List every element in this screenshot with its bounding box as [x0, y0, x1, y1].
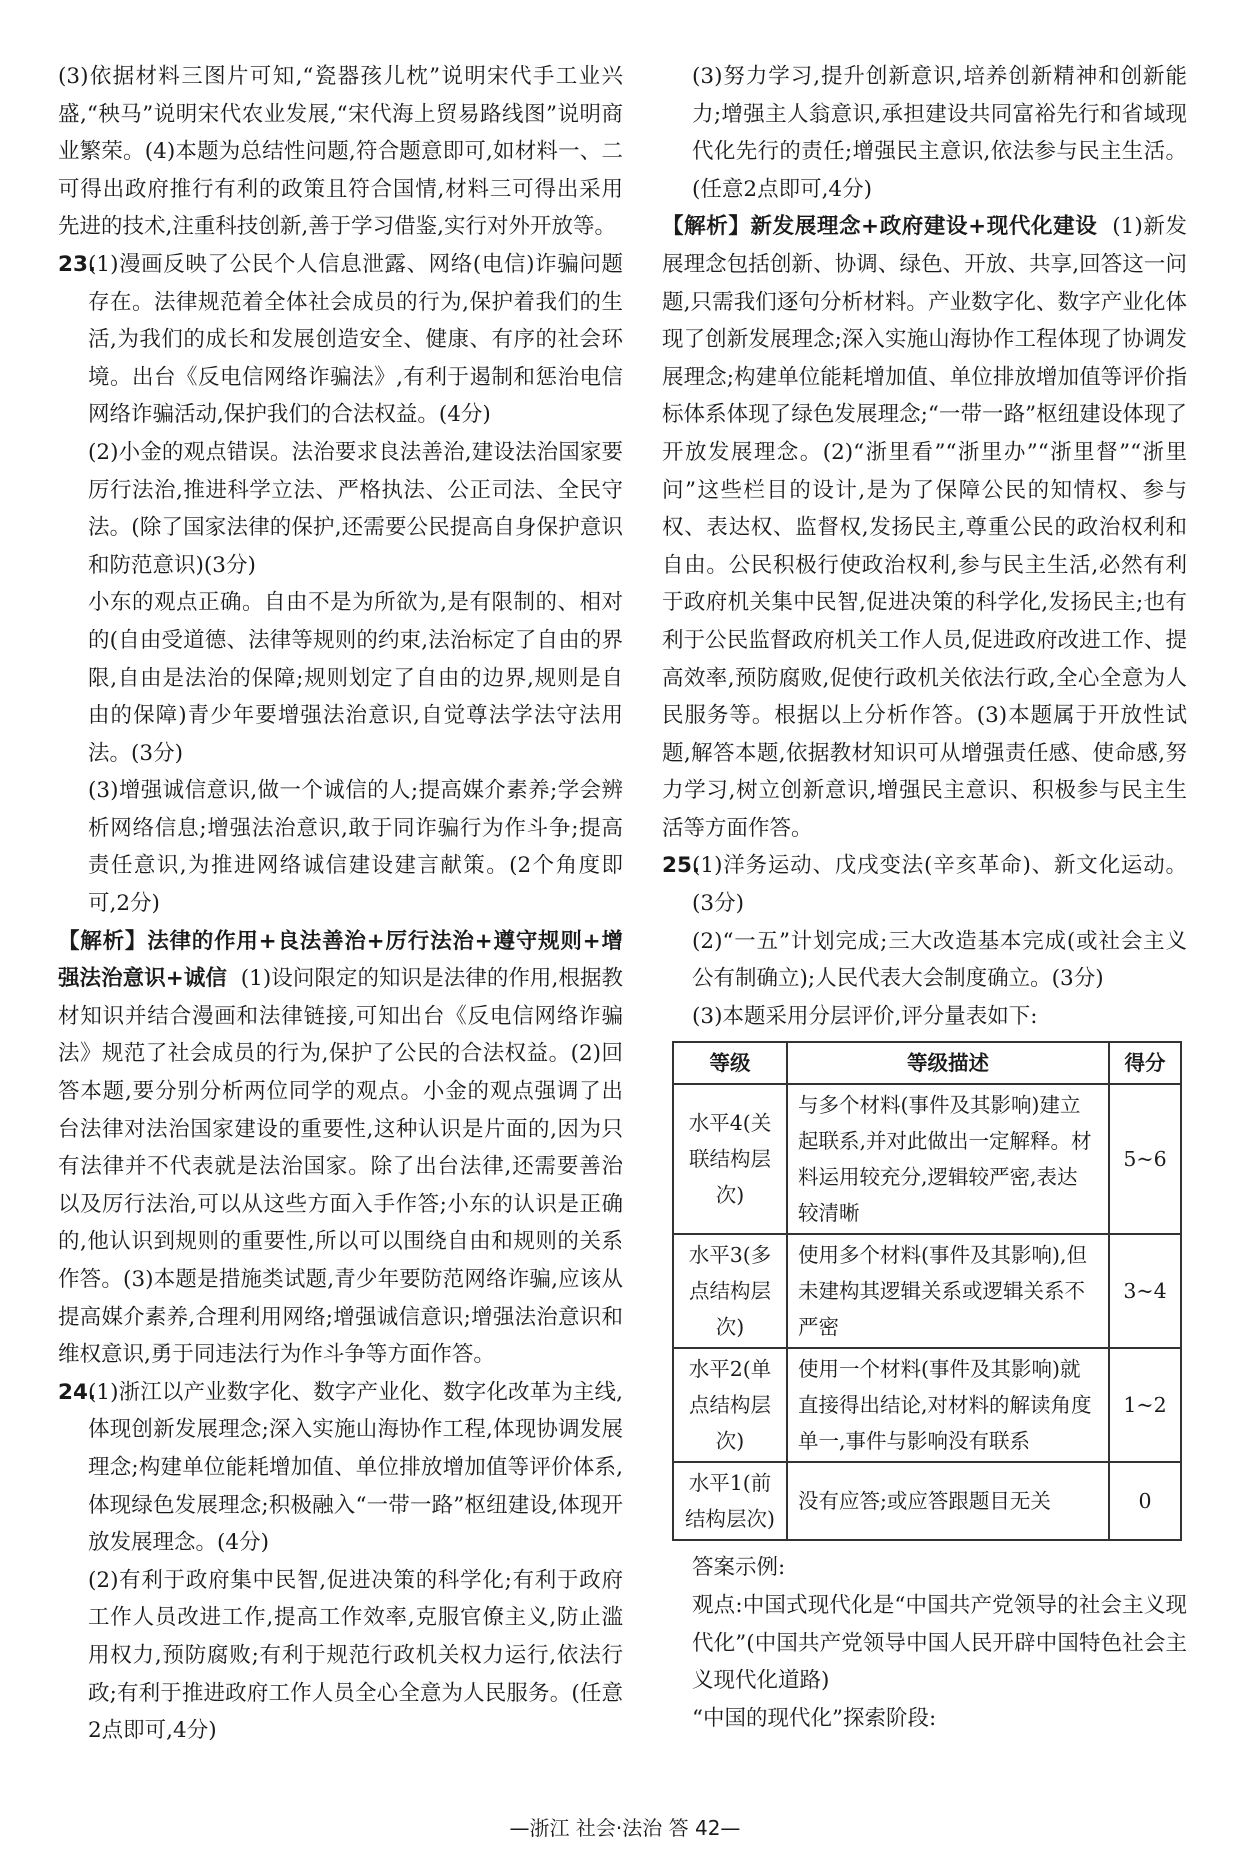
header-description: 等级描述 [787, 1042, 1109, 1084]
q24-part2: (2)有利于政府集中民智,促进决策的科学化;有利于政府工作人员改进工作,提高工作效率,克服官僚主义,防止滥用权力,预防腐败;有利于规范行政机关权力运行,依法行政;有利于推进政府工作人员全心全意为人民服务。(任意2点即可,4分) [88, 1567, 623, 1744]
level-cell: 水平1(前结构层次) [673, 1462, 787, 1540]
q23-part4: (3)增强诚信意识,做一个诚信的人;提高媒介素养;学会辨析网络信息;增强法治意识,敢于同诈骗行为作斗争;提高责任意识,为推进网络诚信建设建言献策。(2个角度即可,2分) [88, 778, 623, 917]
level-cell: 水平2(单点结构层次) [673, 1348, 787, 1462]
table-row [673, 1234, 1181, 1348]
score-cell: 3~4 [1109, 1234, 1181, 1348]
q25-part2: (2)“一五”计划完成;三大改造基本完成(或社会主义公有制确立);人民代表大会制度确立。(3分) [692, 928, 1187, 992]
q23-part1: 23.(1)漫画反映了公民个人信息泄露、网络(电信)诈骗问题存在。法律规范着全体社会成员的行为,保护着我们的生活,为我们的成长和发展创造安全、健康、有序的社会环境。出台《反电信网络诈骗法》,有利于遏制和惩治电信网络诈骗活动,保护我们的合法权益。(4分) [58, 246, 623, 434]
q25-part3: (3)本题采用分层评价,评分量表如下: [692, 1003, 1038, 1029]
q25-number: 25. [662, 853, 701, 879]
level-cell: 水平4(关联结构层次) [673, 1084, 787, 1234]
description-cell: 使用多个材料(事件及其影响),但未建构其逻辑关系或逻辑关系不严密 [787, 1234, 1109, 1348]
description-cell: 使用一个材料(事件及其影响)就直接得出结论,对材料的解读角度单一,事件与影响没有联系 [787, 1348, 1109, 1462]
score-cell: 5~6 [1109, 1084, 1181, 1234]
header-score: 得分 [1109, 1042, 1181, 1084]
table-row [673, 1348, 1181, 1462]
q23-number: 23. [58, 251, 97, 277]
level-cell: 水平3(多点结构层次) [673, 1234, 787, 1348]
left-column [58, 58, 623, 1750]
table-row [673, 1084, 1181, 1234]
q23-analysis: 【解析】法律的作用+良法善治+厉行法治+遵守规则+增强法治意识+诚信 (1)设问限定的知识是法律的作用,根据教材知识并结合漫画和法律链接,可知出台《反电信网络诈骗法》规范了社会成员的行为,保护了公民的合法权益。(2)回答本题,要分别分析两位同学的观点。小金的观点强调了出台法律对法治国家建设的重要性,这种认识是片面的,因为只有法律并不代表就是法治国家。除了出台法律,还需要善治以及厉行法治,可以从这些方面入手作答;小东的认识是正确的,他认识到规则的重要性,所以可以围绕自由和规则的关系作答。(3)本题是措施类试题,青少年要防范网络诈骗,应该从提高媒介素养,合理利用网络;增强诚信意识;增强法治意识和维权意识,勇于同违法行为作斗争等方面作答。 [58, 928, 623, 1368]
q24-part3: (3)努力学习,提升创新意识,培养创新精神和创新能力;增强主人翁意识,承担建设共同富裕先行和省域现代化先行的责任;增强民主意识,依法参与民主生活。(任意2点即可,4分) [692, 64, 1187, 202]
example-paragraph-2: “中国的现代化”探索阶段: [692, 1705, 937, 1731]
q25-part1: 25.(1)洋务运动、戊戌变法(辛亥革命)、新文化运动。(3分) [662, 847, 1187, 922]
table-row [673, 1462, 1181, 1540]
q23-analysis-tag: 【解析】法律的作用+良法善治+厉行法治+遵守规则+增强法治意识+诚信 [58, 928, 623, 992]
grading-table [672, 1041, 1182, 1541]
q24-part1: 24.(1)浙江以产业数字化、数字产业化、数字化改革为主线,体现创新发展理念;深入实施山海协作工程,体现协调发展理念;构建单位能耗增加值、单位排放增加值等评价体系,体现绿色发展理念;积极融入“一带一路”枢纽建设,体现开放发展理念。(4分) [58, 1374, 623, 1562]
q23-part3: 小东的观点正确。自由不是为所欲为,是有限制的、相对的(自由受道德、法律等规则的约束,法治标定了自由的界限,自由是法治的保障;规则划定了自由的边界,规则是自由的保障)青少年要增强法治意识,自觉尊法学法守法用法。(3分) [88, 590, 623, 766]
q24-analysis: 【解析】新发展理念+政府建设+现代化建设 (1)新发展理念包括创新、协调、绿色、开放、共享,回答这一问题,只需我们逐句分析材料。产业数字化、数字产业化体现了创新发展理念;深入实施山海协作工程体现了协调发展理念;构建单位能耗增加值、单位排放增加值等评价指标体系体现了绿色发展理念;“一带一路”枢纽建设体现了开放发展理念。(2)“浙里看”“浙里办”“浙里督”“浙里问”这些栏目的设计,是为了保障公民的知情权、参与权、表达权、监督权,发扬民主,尊重公民的政治权利和自由。公民积极行使政治权利,参与民主生活,必然有利于政府机关集中民智,促进决策的科学化,发扬民主;也有利于公民监督政府机关工作人员,促进政府改进工作、提高效率,预防腐败,促使行政机关依法行政,全心全意为人民服务等。根据以上分析作答。(3)本题属于开放性试题,解答本题,依据教材知识可从增强责任感、使命感,努力学习,树立创新意识,增强民主意识、积极参与民主生活等方面作答。 [662, 214, 1187, 841]
right-column [662, 58, 1187, 1737]
table-header-row [673, 1042, 1181, 1084]
example-label: 答案示例: [692, 1555, 786, 1581]
score-cell: 0 [1109, 1462, 1181, 1540]
q23-part2: (2)小金的观点错误。法治要求良法善治,建设法治国家要厉行法治,推进科学立法、严格执法、公正司法、全民守法。(除了国家法律的保护,还需要公民提高自身保护意识和防范意识)(3分) [88, 439, 623, 578]
description-cell: 与多个材料(事件及其影响)建立起联系,并对此做出一定解释。材料运用较充分,逻辑较严密,表达较清晰 [787, 1084, 1109, 1234]
example-paragraph-1: 观点:中国式现代化是“中国共产党领导的社会主义现代化”(中国共产党领导中国人民开辟中国特色社会主义现代化道路) [692, 1593, 1187, 1694]
q24-number: 24. [58, 1379, 97, 1405]
intro-paragraph: (3)依据材料三图片可知,“瓷器孩儿枕”说明宋代手工业兴盛,“秧马”说明宋代农业发展,“宋代海上贸易路线图”说明商业繁荣。(4)本题为总结性问题,符合题意即可,如材料一、二可得出政府推行有利的政策且符合国情,材料三可得出采用先进的技术,注重科技创新,善于学习借鉴,实行对外开放等。 [58, 64, 623, 240]
q24-analysis-tag: 【解析】新发展理念+政府建设+现代化建设 [662, 214, 1098, 240]
description-cell: 没有应答;或应答跟题目无关 [787, 1462, 1109, 1540]
score-cell: 1~2 [1109, 1348, 1181, 1462]
header-level: 等级 [673, 1042, 787, 1084]
page-footer: —浙江 社会·法治 答 42— [509, 1816, 741, 1840]
